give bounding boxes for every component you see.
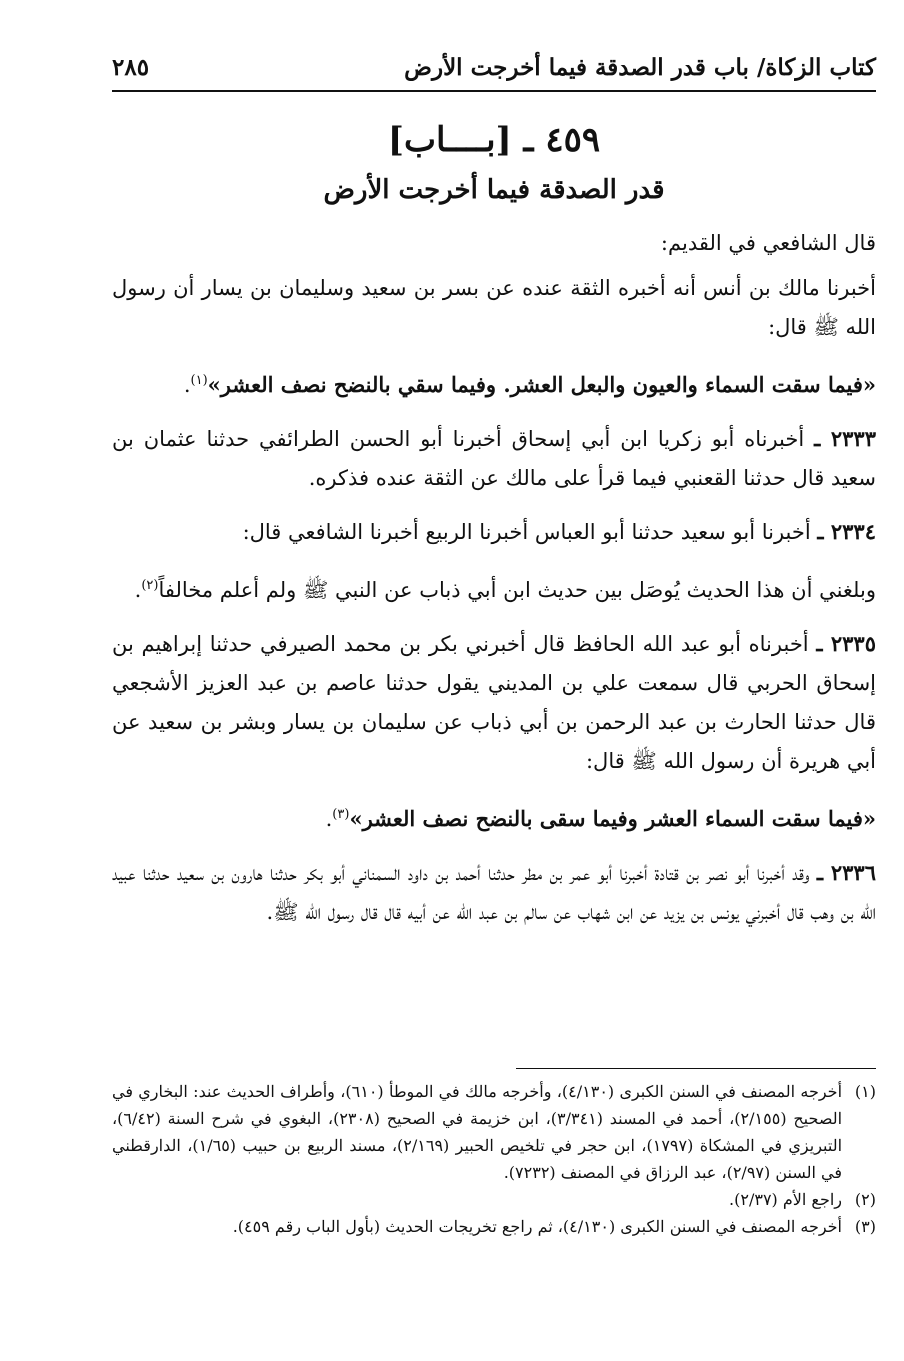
hadith-2336 — [112, 853, 876, 932]
paragraph-shafii-note: وبلغني أن هذا الحديث يُوصَل بين حديث ابن أبي ذباب عن النبي ﷺ ولم أعلم مخالفاً$^{(٢)}$. — [134, 578, 876, 602]
hadith-text: أخبرناه أبو عبد الله الحافظ قال أخبرني بكر بن محمد الصيرفي حدثنا إبراهيم بن إسحاق الحربي قال سمعت علي بن المديني يقول حدثنا عاصم بن عبد العزيز الأشجعي قال حدثنا الحارث بن عبد الرحمن بن أبي ذباب عن سليمان بن يسار وبشر بن سعيد عن أبي هريرة أن رسول الله ﷺ قال: — [112, 632, 876, 773]
footnote-number: (٢) — [854, 1190, 876, 1209]
footnote-number: (١) — [854, 1082, 876, 1101]
hadith-number: ٢٣٣٥ ـ — [816, 631, 876, 656]
chapter-title: قدر الصدقة فيما أخرجت الأرض — [323, 175, 665, 205]
note-text: وبلغني أن هذا الحديث يُوصَل بين حديث ابن أبي ذباب عن النبي ﷺ ولم أعلم مخالفاً — [158, 578, 876, 602]
hadith-text: أخبرنا أبو سعيد حدثنا أبو العباس أخبرنا الربيع أخبرنا الشافعي قال: — [242, 520, 811, 544]
header-rule — [112, 90, 876, 92]
hadith-text: أخبرناه أبو زكريا ابن أبي إسحاق أخبرنا أبو الحسن الطرائفي حدثنا عثمان بن سعيد قال حدثنا القعنبي فيما قرأ على مالك عن الثقة عنده فذكره. — [112, 427, 876, 490]
hadith-quote: «فيما سقت السماء العشر وفيما سقى بالنضح نصف العشر» — [349, 806, 876, 831]
paragraph-quote-2: «فيما سقت السماء العشر وفيما سقى بالنضح نصف العشر»$^{(٣)}$. — [325, 806, 876, 831]
footnote-text: أخرجه المصنف في السنن الكبرى (٤/١٣٠)، وأخرجه مالك في الموطأ (٦١٠)، وأطراف الحديث عند: البخاري في الصحيح (٢/١٥٥)، أحمد في المسند (٣/٣٤١)، ابن خزيمة في الصحيح (٢٣٠٨)، البغوي في شرح السنة (٦/٤٢)، التبريزي في المشكاة (١٧٩٧)، ابن حجر في تلخيص الحبير (٢/١٦٩)، مسند الربيع بن حبيب (١/٦٥)، الدارقطني في السنن (٢/٩٧)، عبد الرزاق في المصنف (٧٢٣٢). — [112, 1082, 843, 1182]
footnote-text: راجع الأم (٢/٣٧). — [729, 1190, 842, 1209]
footnote-ref-2: (٢) — [141, 578, 159, 593]
footnote-1 — [112, 1078, 876, 1186]
footnote-rule — [516, 1068, 876, 1069]
intro-line: قال الشافعي في القديم: — [660, 231, 876, 255]
chapter-number: ٤٥٩ ـ [بــــاب] — [387, 120, 601, 160]
footnote-text: أخرجه المصنف في السنن الكبرى (٤/١٣٠)، ثم راجع تخريجات الحديث (بأول الباب رقم ٤٥٩). — [232, 1217, 842, 1236]
body-text — [112, 224, 876, 946]
paragraph-chain-malik: أخبرنا مالك بن أنس أنه أخبره الثقة عنده عن بسر بن سعيد وسليمان بن يسار أن رسول الله ﷺ قال: — [112, 276, 876, 339]
page-number: ٢٨٥ — [112, 53, 150, 81]
hadith-2333 — [112, 419, 876, 498]
paragraph-quote-1: «فيما سقت السماء والعيون والبعل العشر. وفيما سقي بالنضح نصف العشر»$^{(١)}$. — [183, 372, 876, 397]
hadith-number: ٢٣٣٤ ـ — [817, 519, 876, 544]
footnote-number: (٣) — [854, 1217, 876, 1236]
footnote-ref-3: (٣) — [332, 807, 350, 822]
footnote-ref-1: (١) — [190, 373, 208, 388]
running-title: كتاب الزكاة/ باب قدر الصدقة فيما أخرجت الأرض — [404, 53, 876, 81]
hadith-2335 — [112, 624, 876, 781]
footnotes — [112, 1078, 876, 1240]
footnote-3 — [112, 1213, 876, 1240]
hadith-2334 — [112, 512, 876, 552]
hadith-number: ٢٣٣٦ ـ — [816, 860, 876, 885]
footnote-2 — [112, 1186, 876, 1213]
hadith-number: ٢٣٣٣ ـ — [814, 426, 876, 451]
hadith-quote: «فيما سقت السماء والعيون والبعل العشر. وفيما سقي بالنضح نصف العشر» — [207, 372, 876, 397]
hadith-text: وقد أخبرنا أبو نصر بن قتادة أخبرنا أبو عمر بن مطر حدثنا أحمد بن داود السمناني أبو بكر حدثنا هارون بن سعيد حدثنا عبيد الله بن وهب قال أخبرني يونس بن يزيد عن ابن شهاب عن سالم بن عبد الله عن أبيه قال قال رسول الله ﷺ. — [112, 861, 876, 924]
running-header — [112, 50, 876, 84]
